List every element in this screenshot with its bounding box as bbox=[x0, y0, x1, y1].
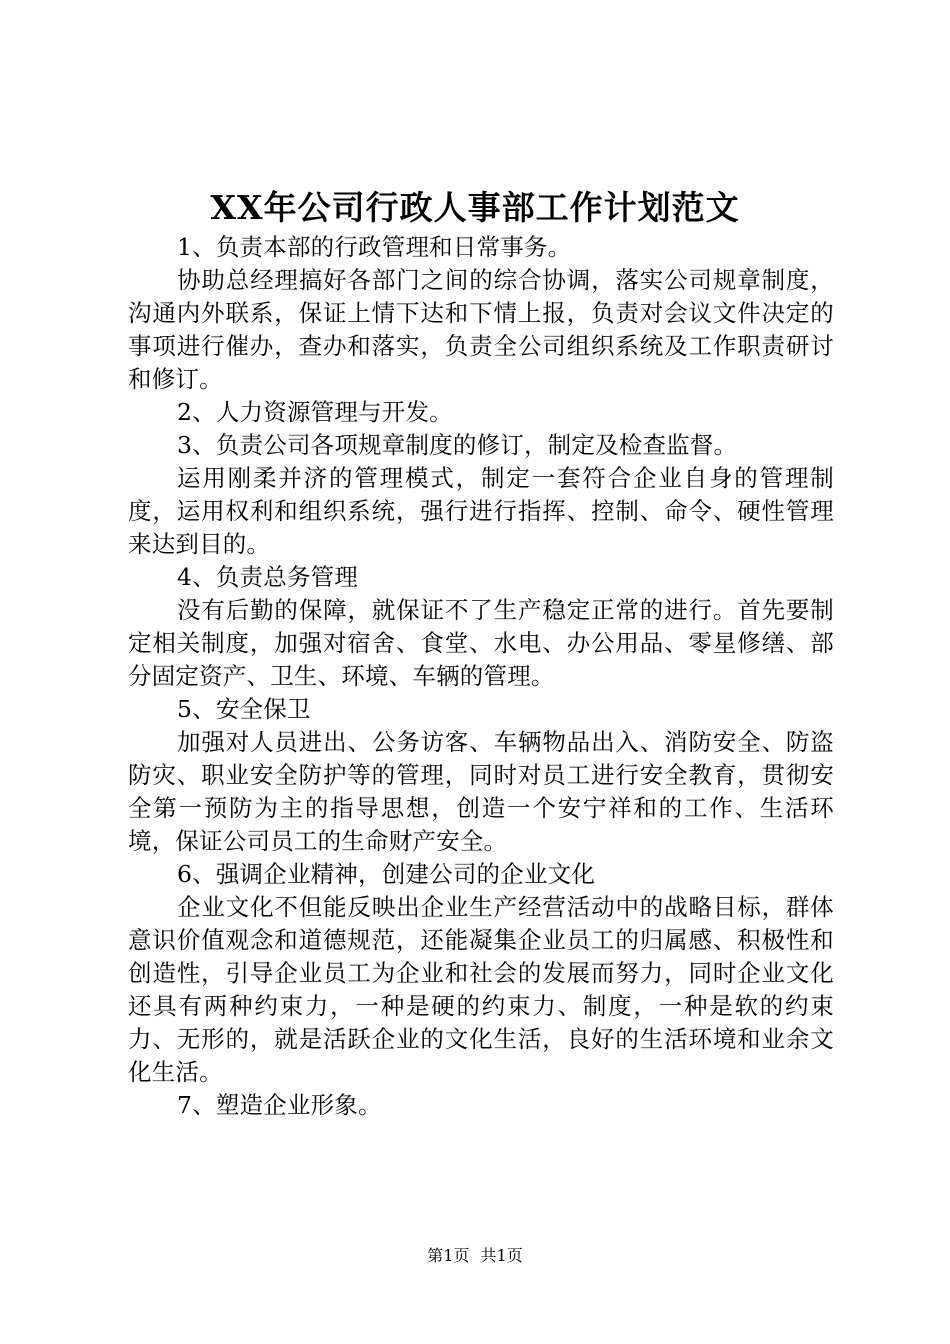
document-body bbox=[128, 231, 834, 1122]
page-total: 共1页 bbox=[480, 1246, 523, 1265]
paragraph-3-heading: 3、负责公司各项规章制度的修订，制定及检查监督。 bbox=[177, 431, 738, 459]
page-footer bbox=[0, 1245, 950, 1267]
paragraph-4-heading: 4、负责总务管理 bbox=[177, 563, 359, 591]
paragraph-4-body: 没有后勤的保障，就保证不了生产稳定正常的进行。首先要制定相关制度，加强对宿舍、食堂、水电、办公用品、零星修缮、部分固定资产、卫生、环境、车辆的管理。 bbox=[128, 596, 834, 690]
paragraph-2-heading: 2、人力资源管理与开发。 bbox=[177, 398, 453, 426]
paragraph-1-heading: 1、负责本部的行政管理和日常事务。 bbox=[177, 233, 572, 261]
paragraph-7-heading: 7、塑造企业形象。 bbox=[177, 1091, 382, 1119]
paragraph-3-body: 运用刚柔并济的管理模式，制定一套符合企业自身的管理制度，运用权利和组织系统，强行进行指挥、控制、命令、硬性管理来达到目的。 bbox=[128, 464, 834, 558]
paragraph-6-body: 企业文化不但能反映出企业生产经营活动中的战略目标，群体意识价值观念和道德规范，还能凝集企业员工的归属感、积极性和创造性，引导企业员工为企业和社会的发展而努力，同时企业文化还具有两种约束力，一种是硬的约束力、制度，一种是软的约束力、无形的，就是活跃企业的文化生活，良好的生活环境和业余文化生活。 bbox=[128, 893, 834, 1086]
paragraph-6-heading: 6、强调企业精神，创建公司的企业文化 bbox=[177, 860, 596, 888]
paragraph-1-body: 协助总经理搞好各部门之间的综合协调，落实公司规章制度，沟通内外联系，保证上情下达和下情上报，负责对会议文件决定的事项进行催办，查办和落实，负责全公司组织系统及工作职责研讨和修订。 bbox=[128, 266, 834, 393]
document-title: XX年公司行政人事部工作计划范文 bbox=[210, 188, 740, 227]
paragraph-5-heading: 5、安全保卫 bbox=[177, 695, 311, 723]
page-number: 第1页 bbox=[427, 1246, 470, 1265]
paragraph-5-body: 加强对人员进出、公务访客、车辆物品出入、消防安全、防盗防灾、职业安全防护等的管理，同时对员工进行安全教育，贯彻安全第一预防为主的指导思想，创造一个安宁祥和的工作、生活环境，保证公司员工的生命财产安全。 bbox=[128, 728, 834, 855]
